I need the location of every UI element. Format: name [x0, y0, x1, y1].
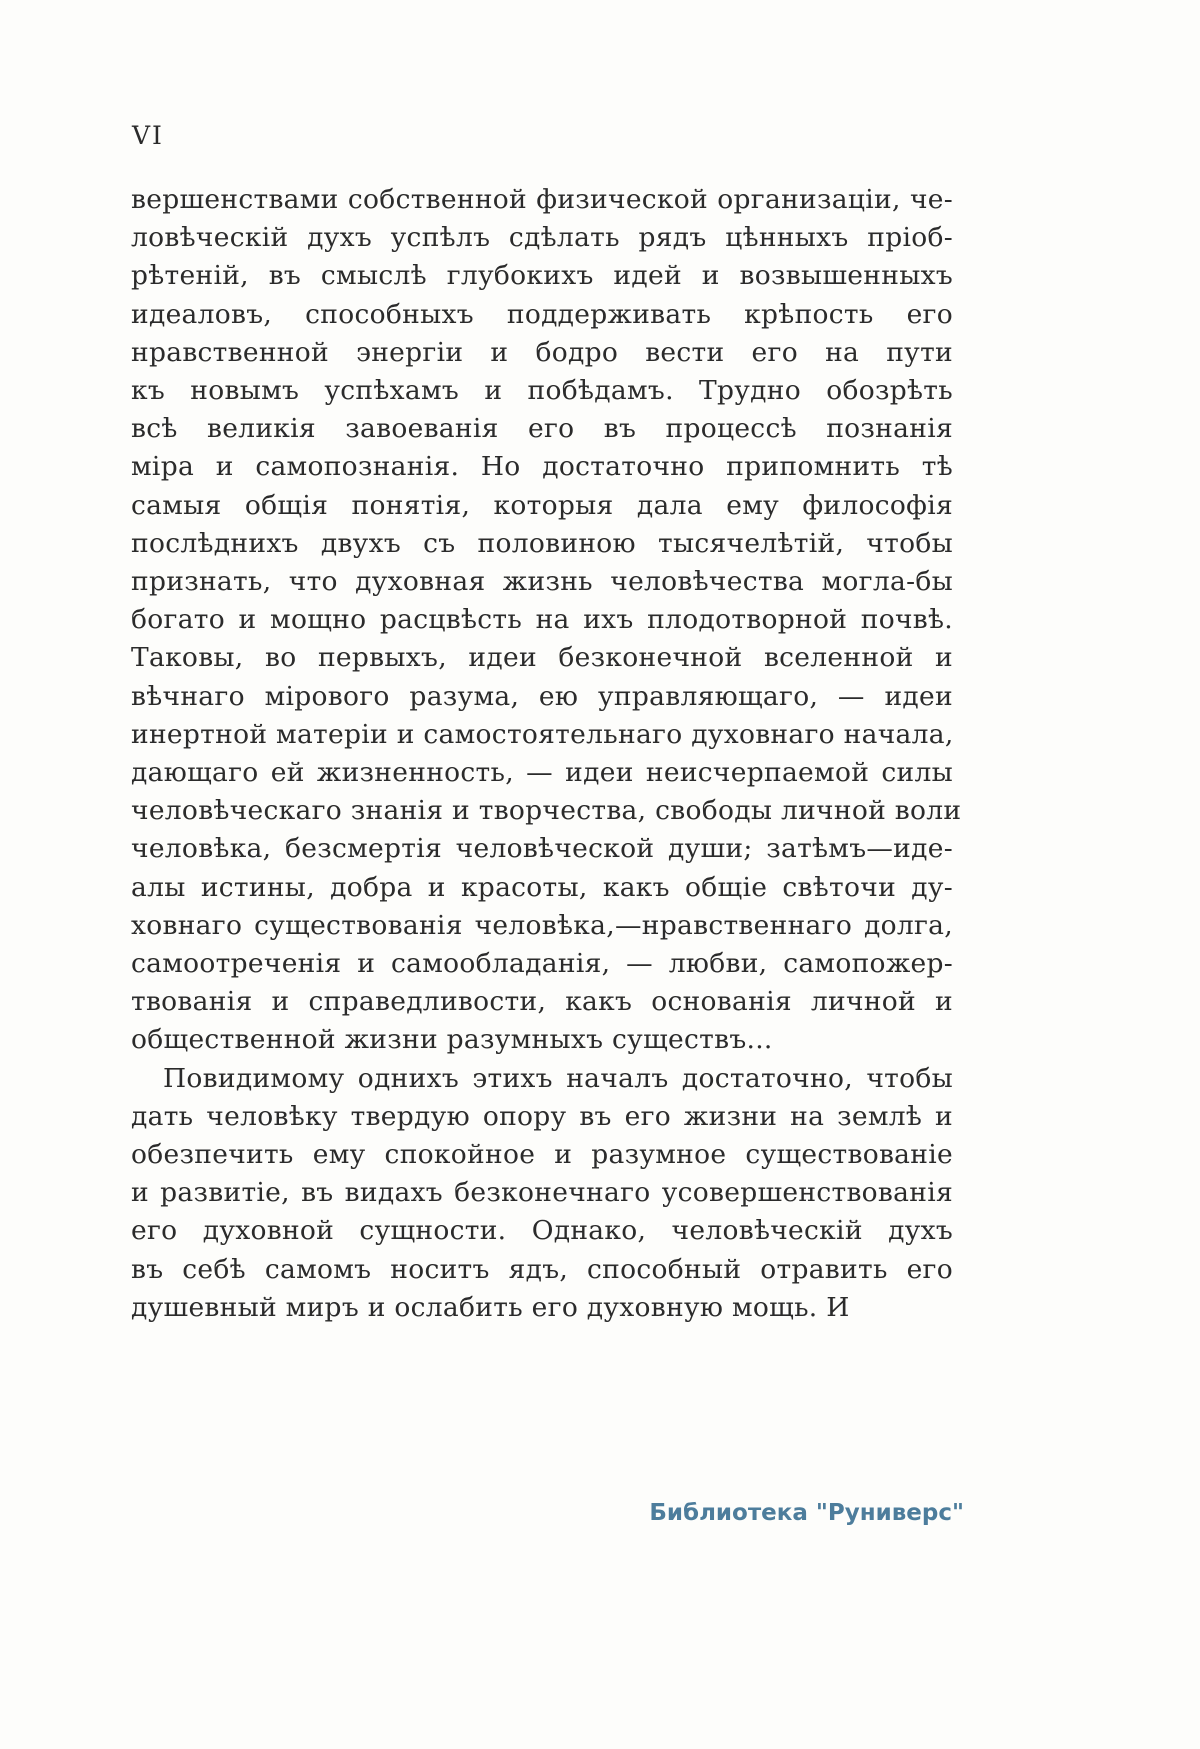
text-line: идеаловъ, способныхъ поддерживать крѣпость его — [131, 298, 953, 330]
text-line: вершенствами собственной физической организаціи, че- — [131, 184, 953, 215]
text-line: и развитіе, въ видахъ безконечнаго усовершенствованія — [131, 1177, 953, 1209]
text-line: твованія и справедливости, какъ основанія личной и — [131, 986, 953, 1018]
text-line: къ новымъ успѣхамъ и побѣдамъ. Трудно обозрѣть — [131, 375, 953, 407]
text-line: ховнаго существованія человѣка,—нравственнаго долга, — [131, 909, 953, 941]
text-line: инертной матеріи и самостоятельнаго духовнаго начала, — [131, 718, 954, 750]
text-line: душевный миръ и ослабить его духовную мощь. И — [131, 1291, 850, 1323]
text-line: самоотреченія и самообладанія, — любви, самопожер- — [131, 948, 953, 980]
paragraph — [131, 1060, 953, 1327]
text-line: общественной жизни разумныхъ существъ... — [131, 1024, 773, 1056]
text-line: нравственной энергіи и бодро вести его на пути — [131, 336, 953, 368]
text-line: вѣчнаго мірового разума, ею управляющаго, — идеи — [131, 680, 953, 712]
text-line: обезпечить ему спокойное и разумное существованіе — [131, 1139, 953, 1171]
text-block — [131, 181, 962, 1327]
text-line: богато и мощно расцвѣсть на ихъ плодотворной почвѣ. — [131, 604, 953, 636]
library-watermark: Библиотека "Руниверс" — [649, 1500, 964, 1526]
text-line: самыя общія понятія, которыя дала ему философія — [131, 489, 953, 521]
text-line: послѣднихъ двухъ съ половиною тысячелѣтій, чтобы — [131, 527, 953, 559]
text-line: ловѣческій духъ успѣлъ сдѣлать рядъ цѣнныхъ пріоб- — [131, 222, 953, 254]
text-line: признать, что духовная жизнь человѣчества могла-бы — [131, 566, 953, 598]
text-line: человѣка, безсмертія человѣческой души; затѣмъ—иде- — [131, 833, 953, 865]
text-line: міра и самопознанія. Но достаточно припомнить тѣ — [131, 451, 953, 483]
text-line: алы истины, добра и красоты, какъ общіе свѣточи ду- — [131, 871, 953, 903]
text-line: его духовной сущности. Однако, человѣческій духъ — [131, 1215, 953, 1247]
text-line: рѣтеній, въ смыслѣ глубокихъ идей и возвышенныхъ — [131, 260, 953, 292]
paragraph — [131, 181, 962, 1060]
text-line: Таковы, во первыхъ, идеи безконечной вселенной и — [131, 642, 953, 674]
page-number: VI — [132, 121, 164, 150]
text-line: въ себѣ самомъ носитъ ядъ, способный отравить его — [131, 1253, 953, 1285]
text-line: дать человѣку твердую опору въ его жизни на землѣ и — [131, 1100, 953, 1132]
text-line: человѣческаго знанія и творчества, свободы личной воли — [131, 795, 962, 827]
text-line: всѣ великія завоеванія его въ процессѣ познанія — [131, 413, 953, 445]
text-line: дающаго ей жизненность, — идеи неисчерпаемой силы — [131, 757, 953, 789]
text-line: Повидимому однихъ этихъ началъ достаточно, чтобы — [163, 1062, 953, 1094]
